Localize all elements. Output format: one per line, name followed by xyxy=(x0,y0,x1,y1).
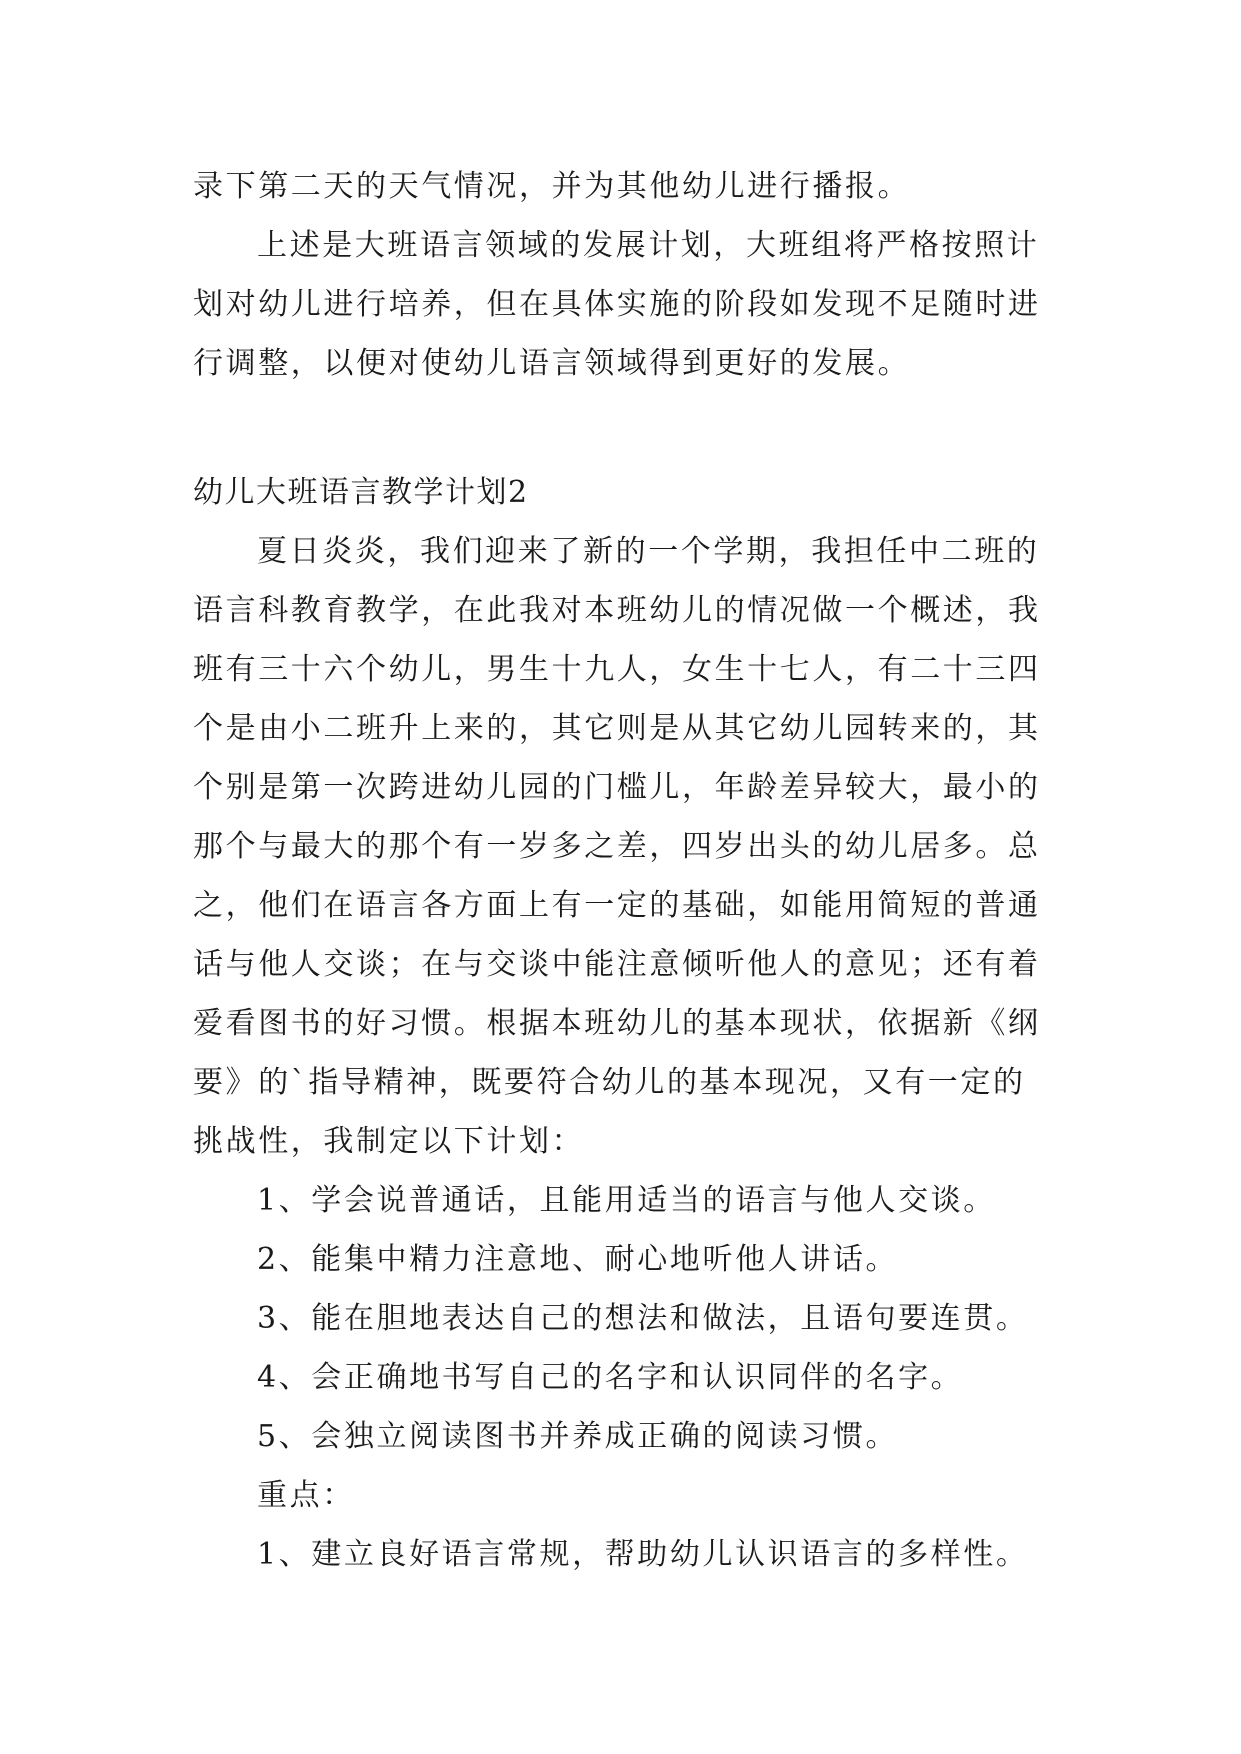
paragraph-line: 行调整，以便对使幼儿语言领域得到更好的发展。 xyxy=(193,346,911,381)
paragraph-line: 爱看图书的好习惯。根据本班幼儿的基本现状，依据新《纲 xyxy=(193,1006,1041,1041)
paragraph-line: 夏日炎炎，我们迎来了新的一个学期，我担任中二班的 xyxy=(257,534,1040,569)
intro-continuation-line: 录下第二天的天气情况，并为其他幼儿进行播报。 xyxy=(193,169,911,204)
paragraph-line: 之，他们在语言各方面上有一定的基础，如能用简短的普通 xyxy=(193,888,1041,923)
paragraph-line: 个别是第一次跨进幼儿园的门槛儿，年龄差异较大，最小的 xyxy=(193,770,1041,805)
key-points-label: 重点： xyxy=(257,1478,355,1513)
paragraph-line: 上述是大班语言领域的发展计划，大班组将严格按照计 xyxy=(257,228,1040,263)
overview-paragraph xyxy=(193,522,1053,1171)
paragraph-line: 语言科教育教学，在此我对本班幼儿的情况做一个概述，我 xyxy=(193,593,1041,628)
paragraph-line: 要》的`指导精神，既要符合幼儿的基本现况，又有一定的 xyxy=(193,1065,1026,1100)
paragraph-line: 话与他人交谈；在与交谈中能注意倾听他人的意见；还有着 xyxy=(193,947,1041,982)
plan-item: 4、会正确地书写自己的名字和认识同伴的名字。 xyxy=(257,1360,964,1395)
paragraph-line: 划对幼儿进行培养，但在具体实施的阶段如发现不足随时进 xyxy=(193,287,1041,322)
plan-list xyxy=(193,1171,1053,1466)
plan-item: 1、学会说普通话，且能用适当的语言与他人交谈。 xyxy=(257,1183,996,1218)
paragraph-line: 个是由小二班升上来的，其它则是从其它幼儿园转来的，其 xyxy=(193,711,1041,746)
paragraph-line: 班有三十六个幼儿，男生十九人，女生十七人，有二十三四 xyxy=(193,652,1041,687)
key-points-list xyxy=(193,1525,1053,1584)
paragraph-line: 那个与最大的那个有一岁多之差，四岁出头的幼儿居多。总 xyxy=(193,829,1041,864)
plan-item: 3、能在胆地表达自己的想法和做法，且语句要连贯。 xyxy=(257,1301,1029,1336)
plan-item: 2、能集中精力注意地、耐心地听他人讲话。 xyxy=(257,1242,899,1277)
document-body xyxy=(193,157,1053,1584)
paragraph-line: 挑战性，我制定以下计划： xyxy=(193,1124,585,1159)
key-point-item: 1、建立良好语言常规，帮助幼儿认识语言的多样性。 xyxy=(257,1537,1029,1572)
summary-paragraph xyxy=(193,216,1053,393)
plan-item: 5、会独立阅读图书并养成正确的阅读习惯。 xyxy=(257,1419,899,1454)
section-title: 幼儿大班语言教学计划2 xyxy=(193,475,529,510)
